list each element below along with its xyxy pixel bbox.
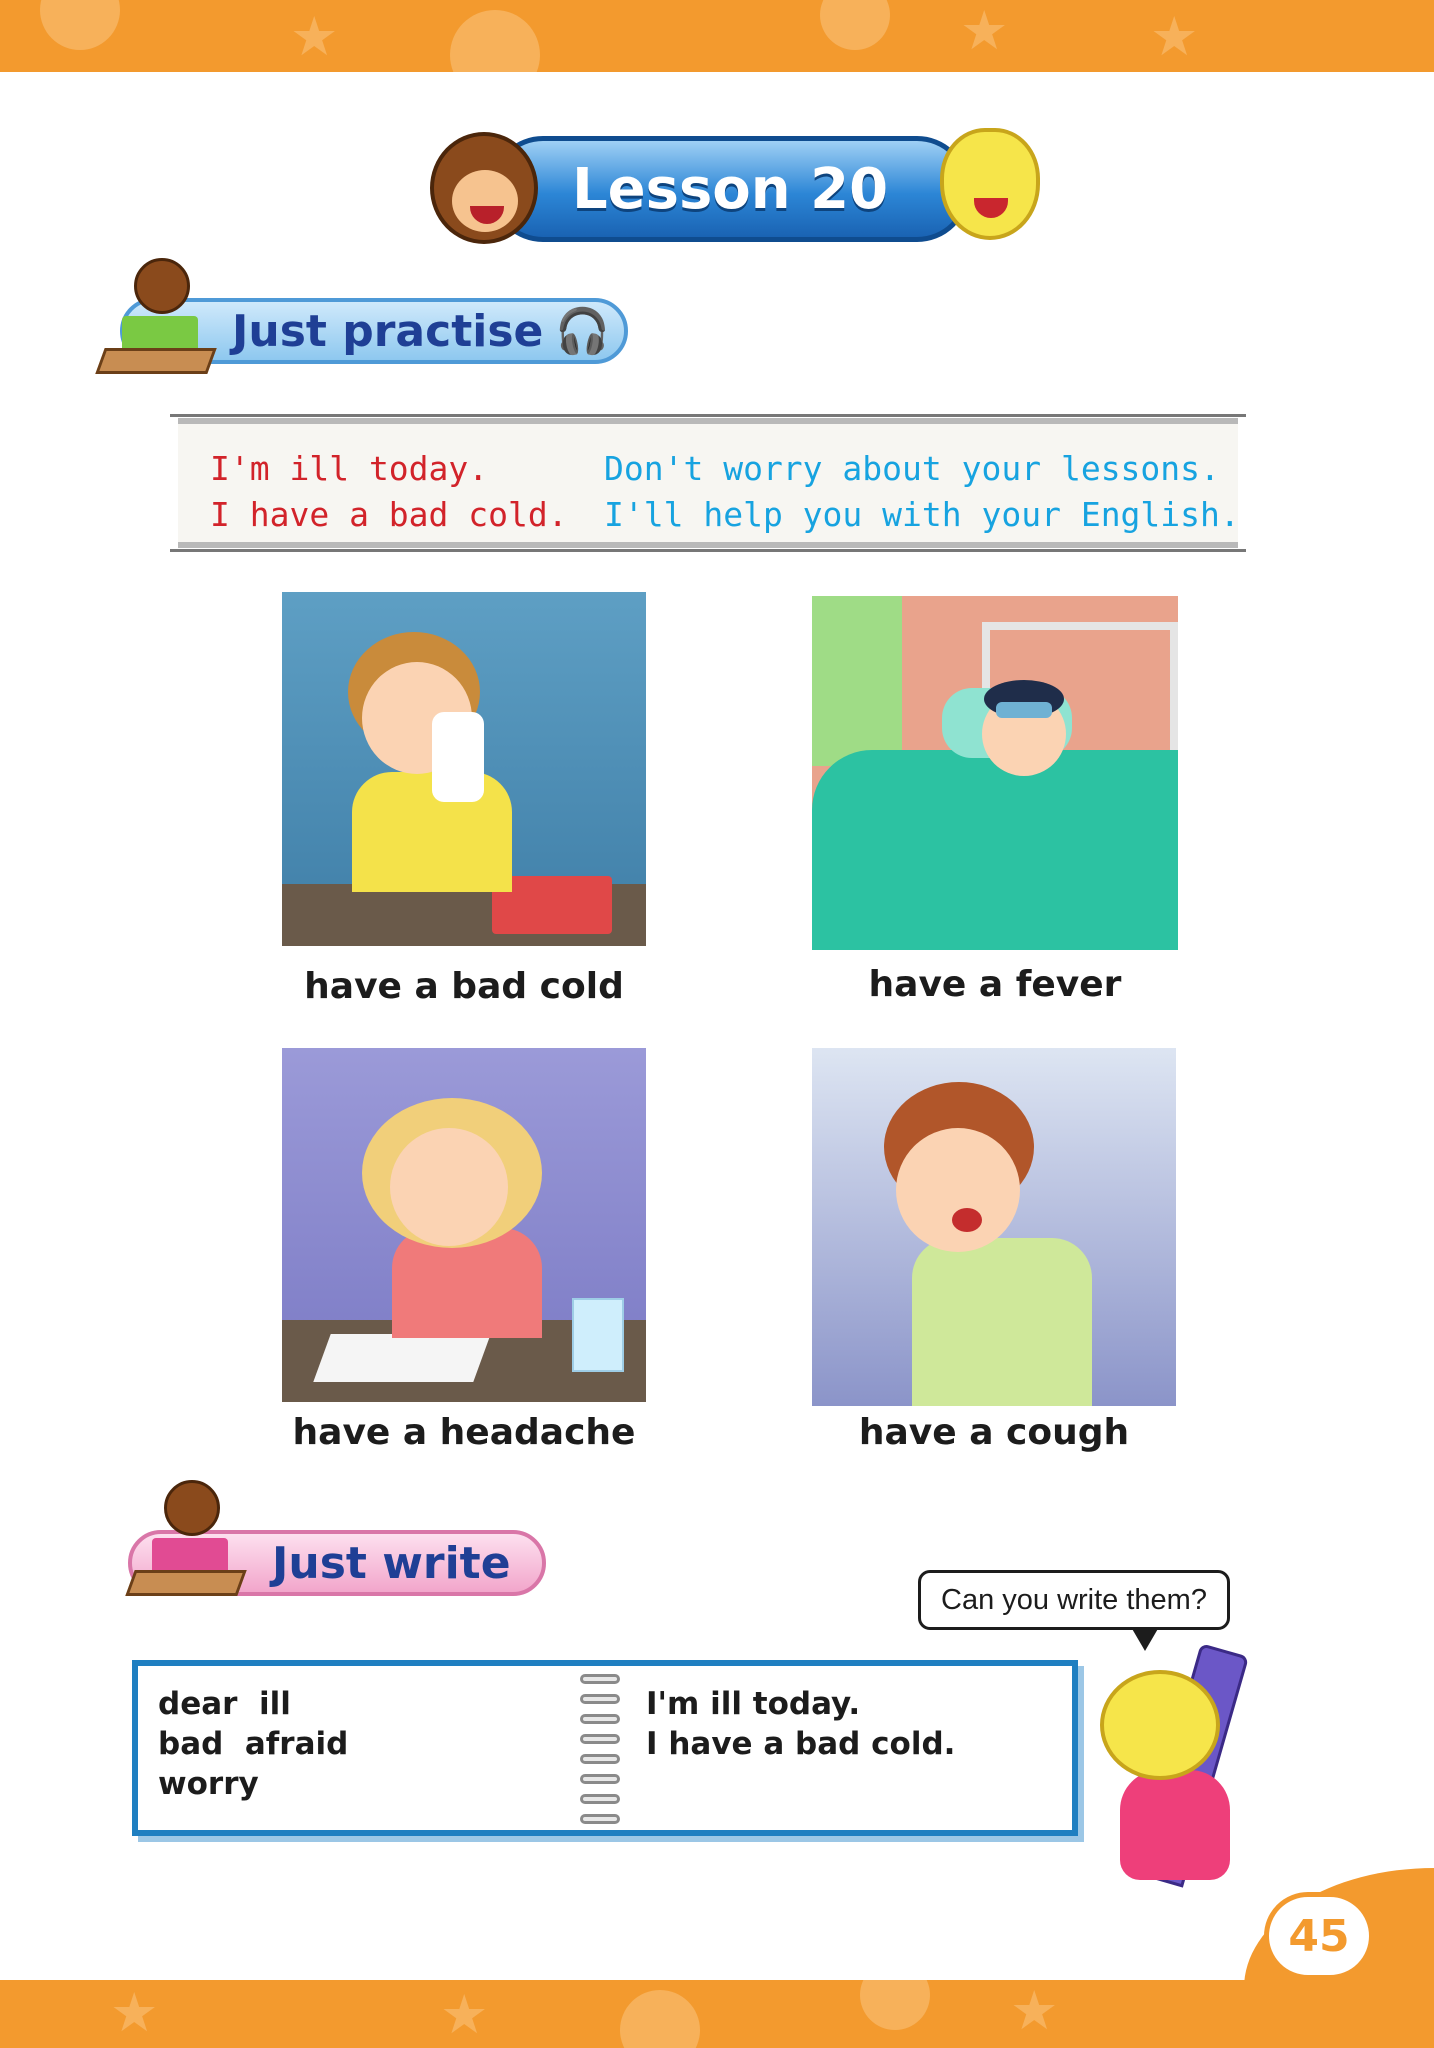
- top-decorative-band: ★ ★ ★: [0, 0, 1434, 72]
- speech-bubble: [918, 1570, 1230, 1630]
- caption-fever: have a fever: [868, 964, 1122, 1005]
- phrase-line: Don't worry about your lessons.: [604, 449, 1220, 488]
- section-title-write: Just write: [272, 1537, 511, 1589]
- speech-bubble-text: Can you write them?: [941, 1583, 1207, 1616]
- caption-bad-cold: have a bad cold: [304, 966, 624, 1007]
- notebook-spiral: [580, 1674, 620, 1824]
- monkey-mascot-icon: [430, 132, 538, 244]
- phrase-line: I'm ill today.: [210, 449, 489, 488]
- word-list: [158, 1684, 348, 1804]
- section-title-practise: Just practise: [232, 305, 544, 357]
- word-list-line: dear ill: [158, 1686, 291, 1722]
- reading-monkey-icon: [100, 258, 212, 374]
- phrase-scroll: [178, 418, 1238, 548]
- caption-headache: have a headache: [292, 1412, 636, 1453]
- cat-with-pencil-icon: [1090, 1650, 1300, 1920]
- page-number: 45: [1288, 1910, 1350, 1962]
- sentence-list: [646, 1684, 955, 1764]
- lesson-title: Lesson 20: [571, 156, 889, 222]
- phrase-column-left: [210, 446, 568, 538]
- sentence-line: I'm ill today.: [646, 1686, 861, 1722]
- word-list-line: worry: [158, 1766, 259, 1802]
- phrase-line: I'll help you with your English.: [604, 495, 1240, 534]
- headphones-icon[interactable]: 🎧: [555, 306, 611, 357]
- reading-monkey-icon: [130, 1480, 242, 1596]
- lesson-title-banner: [430, 128, 1040, 253]
- caption-cough: have a cough: [858, 1412, 1130, 1453]
- picture-cough: [812, 1048, 1176, 1406]
- phrase-line: I have a bad cold.: [210, 495, 568, 534]
- picture-fever: [812, 596, 1178, 950]
- bottom-decorative-band: ★ ★ ★: [0, 1980, 1434, 2048]
- page-number-badge: [1264, 1892, 1374, 1980]
- cat-mascot-icon: [940, 128, 1040, 240]
- lesson-title-bar: [490, 136, 970, 242]
- sentence-line: I have a bad cold.: [646, 1726, 956, 1762]
- writing-notebook[interactable]: [132, 1660, 1078, 1836]
- word-list-line: bad afraid: [158, 1726, 349, 1762]
- phrase-column-right: [604, 446, 1240, 538]
- picture-bad-cold: [282, 592, 646, 946]
- picture-headache: [282, 1048, 646, 1402]
